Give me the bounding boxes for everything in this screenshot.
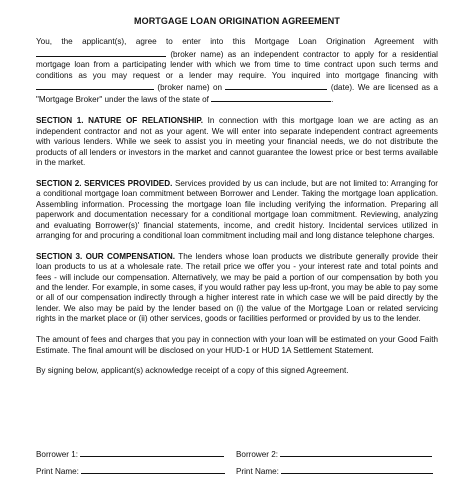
date-field[interactable] <box>225 81 327 90</box>
broker-name-field-1[interactable] <box>36 48 166 57</box>
intro-text-4: (date). We are licensed as a "Mortgage Broker" under the laws of the state of <box>36 83 438 105</box>
intro-paragraph <box>36 37 438 105</box>
document-title: MORTGAGE LOAN ORIGINATION AGREEMENT <box>134 16 340 26</box>
print-name-1-line[interactable] <box>81 465 225 474</box>
intro-text-2: (broker name) as an independent contractor to apply for a residential mortgage loan from a participating lender with which we from time to time contract upon such terms and conditions as you may request or a lender may require. You inquired into mortgage financing with <box>36 49 438 80</box>
section-2-paragraph <box>36 179 438 241</box>
intro-text-5: . <box>331 95 334 105</box>
print-name-2-line[interactable] <box>281 465 433 474</box>
borrower-1-label: Borrower 1: <box>36 450 78 459</box>
fees-paragraph: The amount of fees and charges that you pay in connection with your loan will be estimated on your Good Faith Estimate. The final amount will be disclosed on your HUD-1 or HUD 1A Settlement Statement. <box>36 335 438 355</box>
section-3-body: The lenders whose loan products we distribute generally provide their loan products to us at a wholesale rate. The retail price we offer you - your interest rate and total points and fees - will include our compensation. Alternatively, we may be paid a portion of our compensation by both you and the lender. For example, in some cases, if you would rather pay less up-front, you may be able to pay some or all of our compensation indirectly through a higher interest rate in which case we will be paid directly by the lender. We also may be paid by the lender based on (i) the value of the Mortgage Loan or related servicing rights in the market place or (ii) other services, goods or facilities performed or provided by us to the lender. <box>36 251 438 324</box>
print-name-1 <box>36 465 225 477</box>
section-3-paragraph <box>36 252 438 325</box>
agreement-page <box>36 16 438 387</box>
state-field[interactable] <box>211 93 334 105</box>
borrower-2-signature-line[interactable] <box>280 448 432 457</box>
print-name-2 <box>236 465 433 477</box>
borrower-1-signature-line[interactable] <box>80 448 224 457</box>
intro-text-1: You, the applicant(s), agree to enter into this Mortgage Loan Origination Agreement with <box>36 37 438 47</box>
section-3-heading: SECTION 3. OUR COMPENSATION. <box>36 251 176 261</box>
intro-text-3: (broker name) on <box>157 83 223 93</box>
section-1-paragraph <box>36 116 438 168</box>
broker-name-field-2[interactable] <box>36 81 154 90</box>
section-1-body: In connection with this mortgage loan we are acting as an independent contractor and not as your agent. We will enter into separate independent contract agreements with various lenders. While we seek to assist you in meeting your financial needs, we do not distribute the products of all lenders or investors in the market and cannot guarantee the lowest price or best terms available in the market. <box>36 116 439 167</box>
borrower-2-label: Borrower 2: <box>236 450 278 459</box>
borrower-1-signature <box>36 448 224 460</box>
acknowledgement-paragraph: By signing below, applicant(s) acknowledge receipt of a copy of this signed Agreement. <box>36 366 349 376</box>
section-2-heading: SECTION 2. SERVICES PROVIDED. <box>36 178 173 188</box>
section-1-heading: SECTION 1. NATURE OF RELATIONSHIP. <box>36 116 203 126</box>
print-name-1-label: Print Name: <box>36 467 79 476</box>
borrower-2-signature <box>236 448 432 460</box>
print-name-2-label: Print Name: <box>236 467 279 476</box>
section-2-body: Services provided by us can include, but are not limited to: Arranging for a conditional mortgage loan commitment between Borrower and Lender. Taking the mortgage loan application. Assembling information. Processing the mortgage loan file including verifying the information. Preparing all paperwork and documentation necessary for a conditional mortgage loan commitment. Reviewing, analyzing and evaluating Borrower(s)' financial statements, income, and credit history. Incidental services utilized in arranging for and procuring a conditional loan commitment including mail and long distance telephone charges. <box>36 178 438 240</box>
